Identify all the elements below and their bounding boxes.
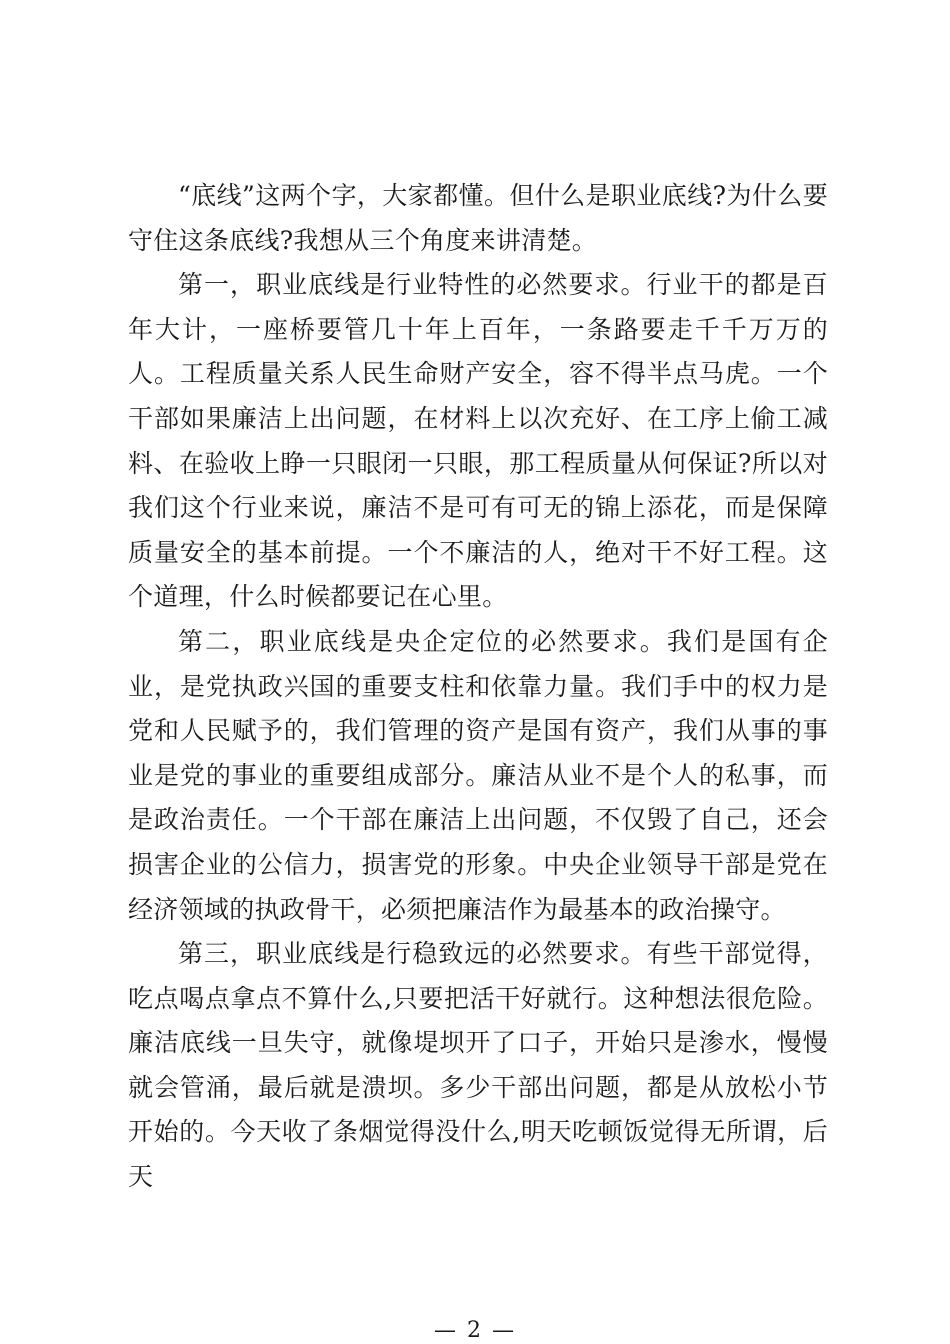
paragraph-second-point: 第二，职业底线是央企定位的必然要求。我们是国有企业，是党执政兴国的重要支柱和依靠力量。我们手中的权力是党和人民赋予的，我们管理的资产是国有资产，我们从事的事业是党的事业的重要组成部分。廉洁从业不是个人的私事，而是政治责任。一个干部在廉洁上出问题，不仅毁了自己，还会损害企业的公信力，损害党的形象。中央企业领导干部是党在经济领域的执政骨干，必须把廉洁作为最基本的政治操守。 — [128, 626, 828, 924]
body-text — [128, 174, 828, 1200]
paragraph-intro: “底线”这两个字，大家都懂。但什么是职业底线?为什么要守住这条底线?我想从三个角度来讲清楚。 — [128, 181, 828, 255]
paragraph-third-point: 第三，职业底线是行稳致远的必然要求。有些干部觉得，吃点喝点拿点不算什么,只要把活干好就行。这种想法很危险。廉洁底线一旦失守，就像堤坝开了口子，开始只是渗水，慢慢就会管涌，最后就是溃坝。多少干部出问题，都是从放松小节开始的。今天收了条烟觉得没什么,明天吃顿饭觉得无所谓，后天 — [128, 939, 828, 1192]
page-number: — 2 — — [434, 1318, 516, 1343]
paragraph-first-point: 第一，职业底线是行业特性的必然要求。行业干的都是百年大计，一座桥要管几十年上百年，一条路要走千千万万的人。工程质量关系人民生命财产安全，容不得半点马虎。一个干部如果廉洁上出问题，在材料上以次充好、在工序上偷工减料、在验收上睁一只眼闭一只眼，那工程质量从何保证?所以对我们这个行业来说，廉洁不是可有可无的锦上添花，而是保障质量安全的基本前提。一个不廉洁的人，绝对干不好工程。这个道理，什么时候都要记在心里。 — [128, 270, 828, 612]
